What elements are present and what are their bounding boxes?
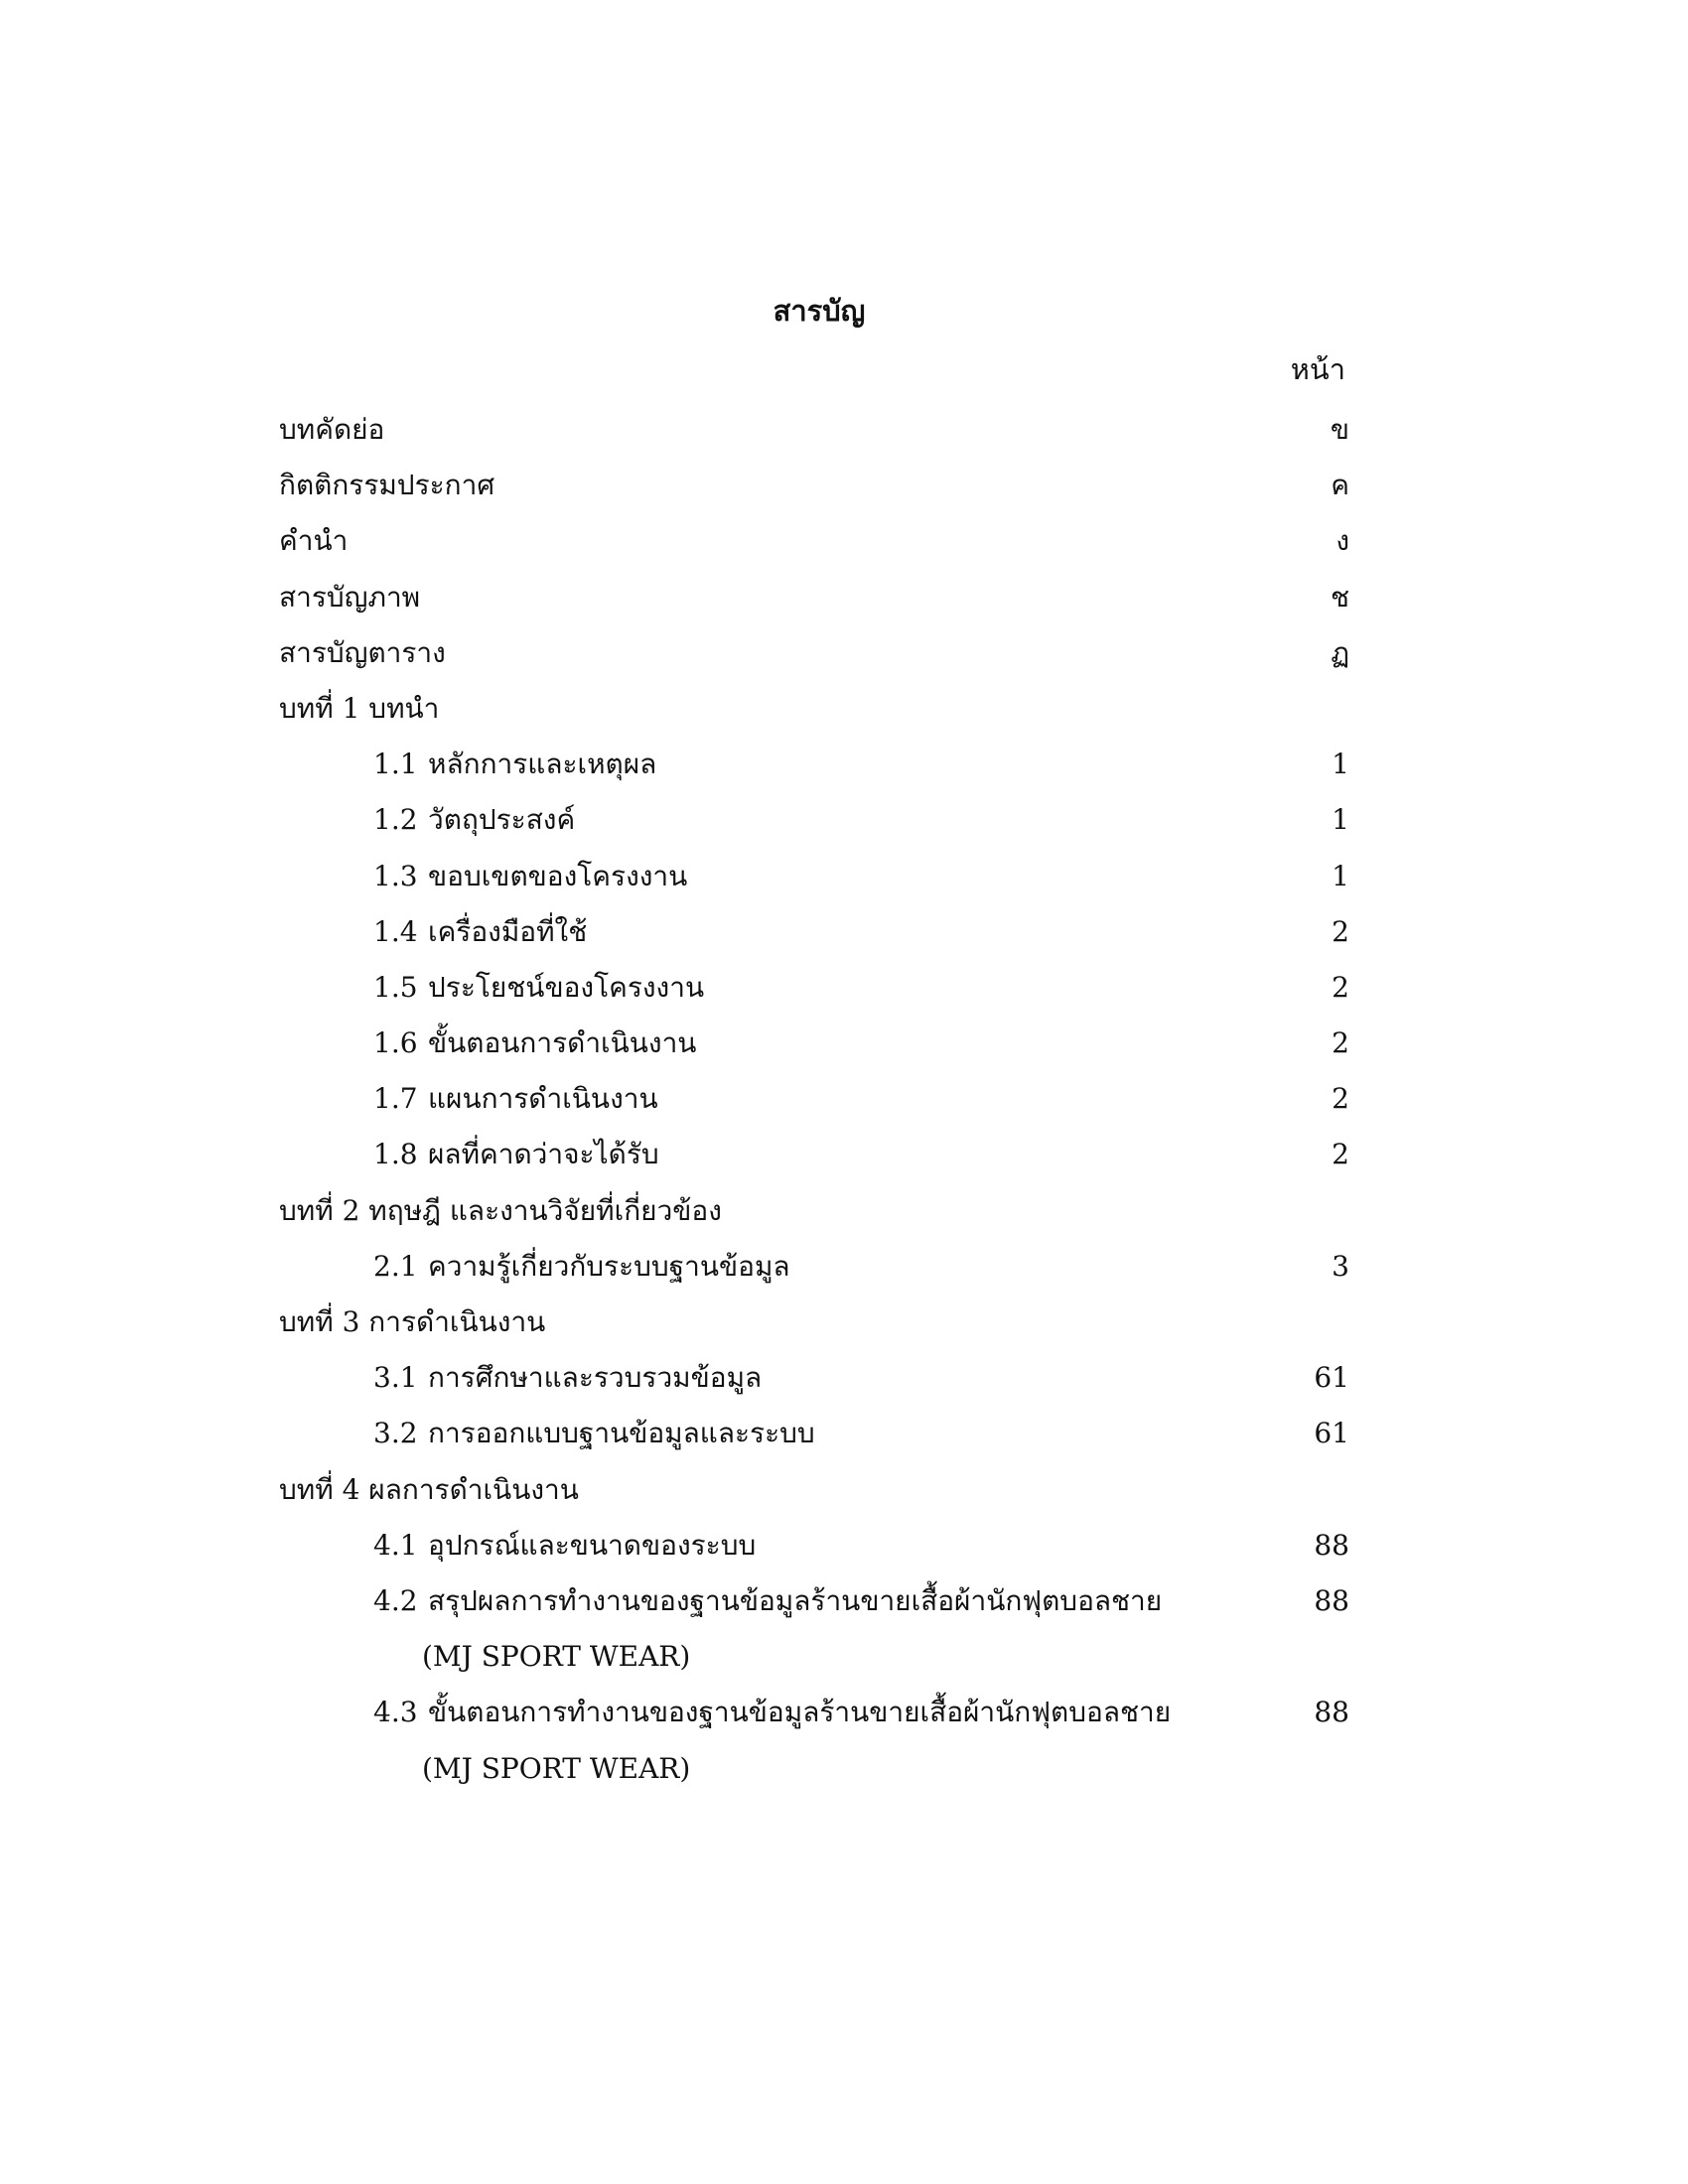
toc-entry-number: 1.2 <box>373 803 418 837</box>
toc-entry-page: 2 <box>1332 1026 1349 1060</box>
toc-entry <box>279 1406 1351 1461</box>
toc-entry-number: 4.2 <box>373 1583 418 1617</box>
toc-entry-label <box>373 1350 762 1406</box>
toc-entry-text: การศึกษาและรวบรวมข้อมูล <box>428 1361 763 1395</box>
toc-entry-text: ขั้นตอนการดำเนินงาน <box>428 1026 697 1060</box>
toc-entry <box>279 1127 1351 1182</box>
toc-entry-label <box>373 1071 658 1127</box>
toc-entry-label: คำนำ <box>279 524 349 558</box>
toc-entry <box>279 1518 1351 1573</box>
toc-entry-text: แผนการดำเนินงาน <box>428 1082 658 1116</box>
toc-entry-label: บทที่ 3 การดำเนินงาน <box>279 1305 546 1338</box>
toc-entry-label: บทที่ 1 บทนำ <box>279 691 440 725</box>
toc-entry-text: อุปกรณ์และขนาดของระบบ <box>428 1528 757 1562</box>
page-column-header: หน้า <box>1290 352 1345 386</box>
toc-entry-label <box>373 849 687 904</box>
toc-entry <box>279 1573 1351 1629</box>
toc-entry-label: (MJ SPORT WEAR) <box>422 1751 691 1785</box>
toc-entry-label <box>373 1239 790 1295</box>
toc-entry-page: 88 <box>1314 1583 1349 1617</box>
toc-entry-number: 2.1 <box>373 1249 418 1283</box>
toc-entry <box>279 1071 1351 1127</box>
toc-entry <box>279 458 1351 513</box>
toc-entry-label <box>373 1406 815 1461</box>
toc-entry-number: 1.4 <box>373 914 418 948</box>
toc-entry-label <box>373 960 704 1016</box>
toc-entry-page: 88 <box>1314 1528 1349 1562</box>
toc-entry-number: 4.3 <box>373 1696 418 1729</box>
toc-entry-page: ง <box>1336 524 1349 558</box>
toc-entry-text: สรุปผลการทำงานของฐานข้อมูลร้านขายเสื้อผ้านักฟุตบอลชาย <box>428 1583 1163 1617</box>
toc-entry <box>279 513 1351 569</box>
toc-entry-text: ผลที่คาดว่าจะได้รับ <box>428 1138 659 1171</box>
toc-entry <box>279 904 1351 960</box>
toc-entry <box>279 1741 1351 1797</box>
toc-entry <box>279 1183 1351 1239</box>
toc-entry-page: 2 <box>1332 970 1349 1004</box>
toc-entry-page: 2 <box>1332 1082 1349 1116</box>
toc-entry-label: บทที่ 2 ทฤษฎี และงานวิจัยที่เกี่ยวข้อง <box>279 1193 722 1227</box>
toc-entry <box>279 849 1351 904</box>
toc-entry-label: บทที่ 4 ผลการดำเนินงาน <box>279 1472 579 1506</box>
toc-entry <box>279 1350 1351 1406</box>
toc-entry-page: ข <box>1330 413 1349 446</box>
toc-entry <box>279 1239 1351 1295</box>
toc-entry <box>279 402 1351 458</box>
toc-entry-label: กิตติกรรมประกาศ <box>279 469 495 502</box>
toc-entry-label <box>373 1685 1171 1740</box>
toc-entry <box>279 1629 1351 1685</box>
toc-entry-number: 1.3 <box>373 859 418 892</box>
toc-entry-text: ความรู้เกี่ยวกับระบบฐานข้อมูล <box>428 1249 790 1283</box>
toc-entry-label <box>373 737 656 792</box>
toc-entry-text: วัตถุประสงค์ <box>428 803 576 837</box>
toc-entry-number: 1.5 <box>373 970 418 1004</box>
table-of-contents <box>279 402 1351 1797</box>
toc-entry-page: 1 <box>1332 859 1349 892</box>
toc-entry <box>279 1685 1351 1740</box>
toc-entry-text: การออกแบบฐานข้อมูลและระบบ <box>428 1417 815 1450</box>
toc-entry-page: 61 <box>1314 1417 1349 1450</box>
toc-entry-label: สารบัญตาราง <box>279 635 446 669</box>
toc-entry <box>279 1462 1351 1518</box>
page-title: สารบัญ <box>773 294 866 328</box>
toc-entry-label <box>373 1518 756 1573</box>
toc-entry-text: ประโยชน์ของโครงงาน <box>428 970 705 1004</box>
toc-entry-label <box>373 1127 659 1182</box>
toc-entry-label: บทคัดย่อ <box>279 413 385 446</box>
toc-entry-page: 88 <box>1314 1696 1349 1729</box>
toc-entry-label <box>373 904 587 960</box>
toc-entry-number: 1.6 <box>373 1026 418 1060</box>
toc-entry <box>279 570 1351 625</box>
toc-entry-number: 1.1 <box>373 748 418 781</box>
toc-entry-page: 3 <box>1332 1249 1349 1283</box>
toc-entry <box>279 737 1351 792</box>
toc-entry-page: 1 <box>1332 748 1349 781</box>
toc-entry-page: ช <box>1330 580 1349 614</box>
toc-entry-page: ฏ <box>1331 635 1349 669</box>
toc-entry-label <box>373 792 575 848</box>
toc-entry-label <box>373 1573 1162 1629</box>
toc-entry-page: 2 <box>1332 914 1349 948</box>
toc-entry-label: (MJ SPORT WEAR) <box>422 1640 691 1674</box>
toc-entry-number: 3.2 <box>373 1417 418 1450</box>
toc-entry-text: ขอบเขตของโครงงาน <box>428 859 688 892</box>
toc-entry <box>279 960 1351 1016</box>
toc-entry-number: 3.1 <box>373 1361 418 1395</box>
toc-entry-label <box>373 1016 696 1071</box>
toc-entry <box>279 1016 1351 1071</box>
toc-entry-text: หลักการและเหตุผล <box>428 748 657 781</box>
toc-entry-page: ค <box>1331 469 1349 502</box>
toc-entry <box>279 681 1351 737</box>
toc-entry-page: 1 <box>1332 803 1349 837</box>
toc-entry-number: 1.7 <box>373 1082 418 1116</box>
toc-entry-text: เครื่องมือที่ใช้ <box>428 914 588 948</box>
toc-entry-label: สารบัญภาพ <box>279 580 421 614</box>
toc-entry-text: ขั้นตอนการทำงานของฐานข้อมูลร้านขายเสื้อผ้านักฟุตบอลชาย <box>428 1696 1172 1729</box>
toc-entry <box>279 1295 1351 1350</box>
toc-entry-page: 2 <box>1332 1138 1349 1171</box>
toc-entry-page: 61 <box>1314 1361 1349 1395</box>
toc-entry <box>279 625 1351 681</box>
toc-entry <box>279 792 1351 848</box>
toc-entry-number: 1.8 <box>373 1138 418 1171</box>
toc-entry-number: 4.1 <box>373 1528 418 1562</box>
